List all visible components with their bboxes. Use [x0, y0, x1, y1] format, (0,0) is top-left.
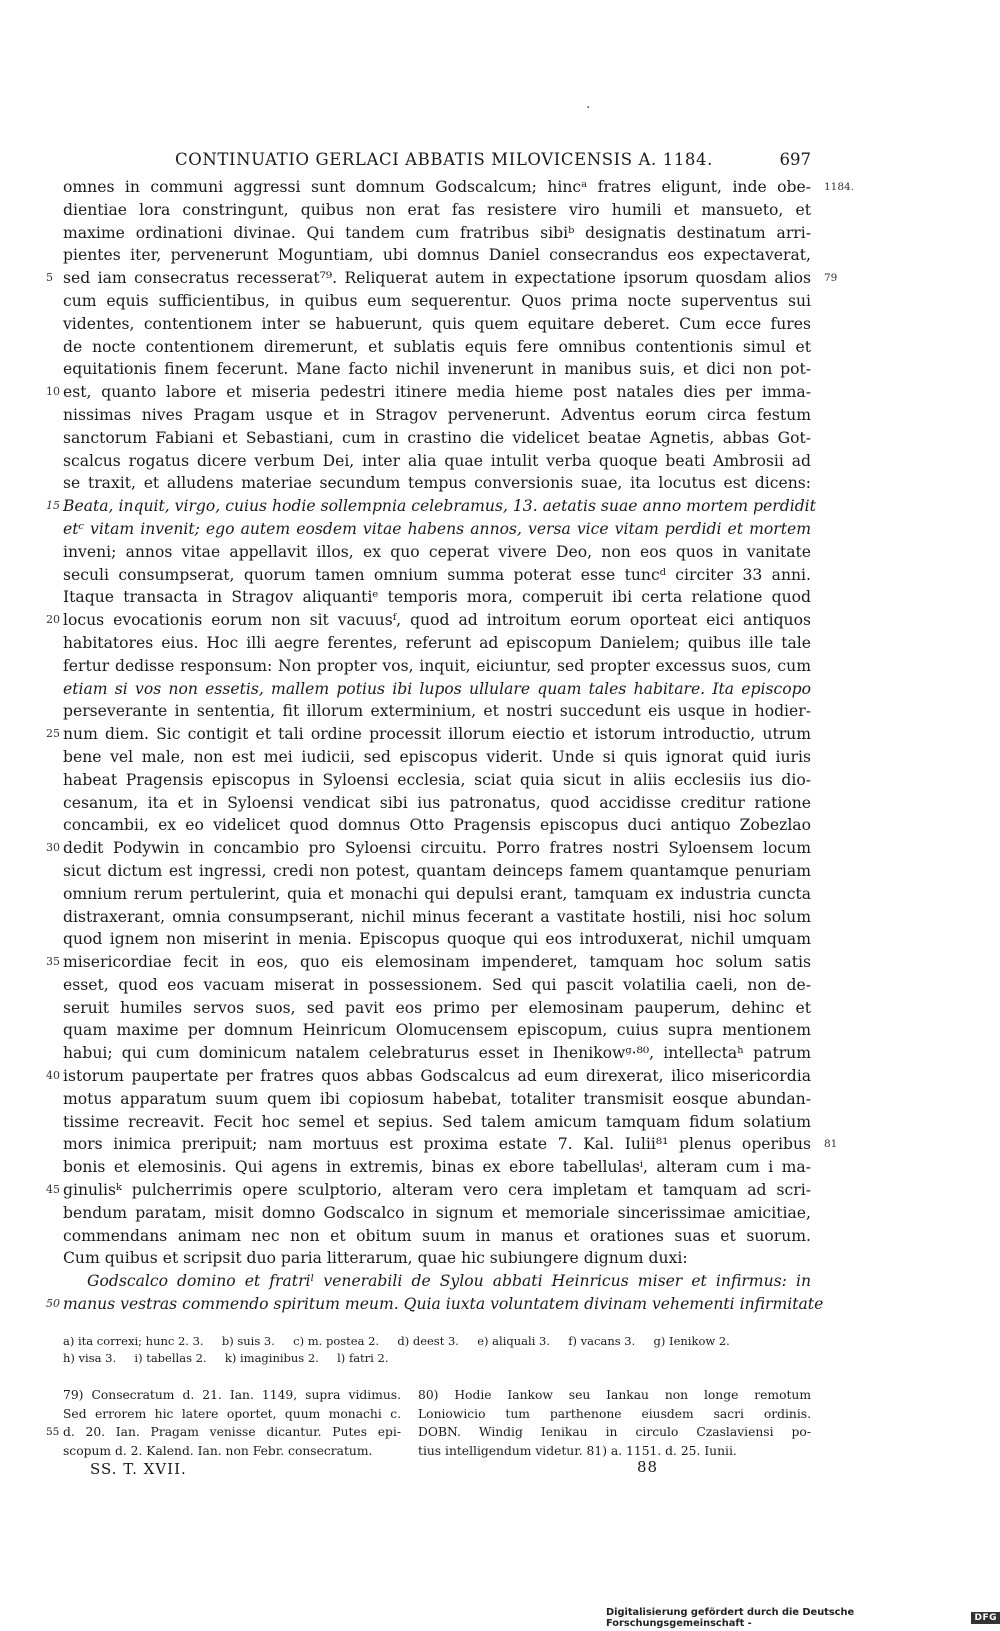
variant-line: h) visa 3. i) tabellas 2. k) imaginibus 2. l) fatri 2. [63, 1351, 389, 1365]
line-text: motus apparatum suum quem ibi copiosum habebat, totaliter transmisit eosque abundan- [63, 1089, 811, 1108]
footnotes [46, 1386, 811, 1466]
line-text: perseverante in sententia, fit illorum exterminium, et nostri succedunt eis usque in hodier- [63, 702, 811, 721]
margin-note: 81 [824, 1138, 838, 1151]
line-text: sanctorum Fabiani et Sebastiani, cum in crastino die videlicet beatae Agnetis, abbas Got- [63, 428, 811, 447]
footnote-text: d. 20. Ian. Pragam venisse dicantur. Putes epi- [63, 1425, 401, 1439]
line-text: concambii, ex eo videlicet quod domnus Otto Pragensis episcopus duci antiquo Zobezlao [63, 816, 811, 835]
text-line [63, 541, 811, 564]
line-text: quod ignem non miserint in menia. Episcopus quoque qui eos introduxerat, nichil umquam [63, 930, 811, 949]
text-line [63, 860, 811, 883]
line-text: omnium rerum pertulerint, quia et monachi qui depulsi erant, tamquam ex industria cuncta [63, 884, 811, 903]
text-line [63, 199, 811, 222]
footnote-line [63, 1405, 401, 1424]
text-line [63, 678, 811, 701]
line-number: 25 [46, 727, 60, 741]
text-line [63, 700, 811, 723]
line-number: 15 [46, 499, 60, 513]
line-text: seruit humiles servos suos, sed pavit eos primo per elemosinam pauperum, dehinc et [63, 998, 811, 1017]
text-line [63, 518, 811, 541]
line-text: Godscalco domino et fratriˡ venerabili de Sylou abbati Heinricus miser et infirmus: in [87, 1272, 811, 1291]
footnotes-right-column [418, 1386, 811, 1460]
text-line [63, 427, 811, 450]
funding-notice [606, 1607, 1000, 1629]
line-number: 40 [46, 1069, 60, 1083]
line-number: 35 [46, 955, 60, 969]
line-text: istorum paupertate per fratres quos abbas Godscalcus ad eum direxerat, ilico misericordia [63, 1067, 811, 1086]
text-line [63, 906, 811, 929]
page-number: 697 [779, 150, 811, 169]
text-line [46, 1179, 811, 1202]
line-text: Cum quibus et scripsit duo paria litterarum, quae hic subiungere dignum duxi: [63, 1249, 688, 1268]
line-text: dedit Podywin in concambio pro Syloensi circuitu. Porro fratres nostri Syloensem locum [63, 839, 811, 858]
line-text: quam maxime per domnum Heinricum Olomucensem episcopum, cuius supra mentionem [63, 1021, 811, 1040]
dfg-logo: DFG [971, 1612, 1000, 1624]
running-header [175, 150, 811, 172]
line-text: etᶜ vitam invenit; ego autem eosdem vitae habens annos, versa vice vitam perdidi et mortem [63, 519, 811, 538]
text-line [63, 176, 855, 199]
text-line [63, 632, 811, 655]
line-text: locus evocationis eorum non sit vacuusᶠ, quod ad introitum eorum oporteat eici antiquos [63, 611, 811, 630]
text-line [63, 814, 811, 837]
footnote-line [46, 1423, 401, 1442]
main-text [46, 176, 855, 1316]
line-text: etiam si vos non essetis, mallem potius ibi lupos ullulare quam tales habitare. Ita episcopo [63, 679, 811, 698]
footnote-line [63, 1442, 401, 1461]
text-line [63, 974, 811, 997]
line-text: scalcus rogatus dicere verbum Dei, inter alia quae intulit verba quoque beati Ambrosii ad [63, 451, 811, 470]
line-number: 10 [46, 385, 60, 399]
footnote-text: DOBN. Windig Ienikau in circulo Czaslaviensi po- [418, 1425, 811, 1439]
line-text: fertur dedisse responsum: Non propter vos, inquit, eiciuntur, sed propter excessus suos, cum [63, 656, 811, 675]
text-line [63, 472, 811, 495]
sheet-number: 88 [637, 1458, 659, 1476]
text-line [46, 495, 816, 518]
line-text: cesanum, ita et in Syloensi vendicat sibi ius patronatus, quod accidisse creditur ratione [63, 793, 811, 812]
footnote-text: tius intelligendum videtur. 81) a. 1151. d. 25. Iunii. [418, 1443, 737, 1458]
text-line [63, 1247, 811, 1270]
line-number: 20 [46, 613, 60, 627]
line-text: distraxerant, omnia consumpserant, nichil minus fecerant a vastitate hostili, nisi hoc solum [63, 907, 811, 926]
text-line [63, 244, 811, 267]
text-line [46, 267, 838, 290]
volume-signature: SS. T. XVII. [90, 1460, 187, 1478]
line-number: 50 [46, 1297, 60, 1311]
footnote-text: 80) Hodie Iankow seu Iankau non longe remotum [418, 1388, 811, 1402]
variant-line: a) ita correxi; hunc 2. 3. b) suis 3. c) m. postea 2. d) deest 3. e) aliquali 3. f) vacans 3. g) Ienikow 2. [63, 1334, 730, 1348]
line-text: omnes in communi aggressi sunt domnum Godscalcum; hincᵃ fratres eligunt, inde obe- [63, 178, 811, 196]
margin-note: 79 [824, 272, 838, 285]
line-text: Beata, inquit, virgo, cuius hodie sollempnia celebramus, 13. aetatis suae anno mortem perdidit [63, 497, 816, 516]
line-text: sed iam consecratus recesserat⁷⁹. Reliquerat autem in expectatione ipsorum quosdam alios [63, 269, 811, 288]
line-text: num diem. Sic contigit et tali ordine processit illorum eiectio et istorum introductio, utrum [63, 725, 811, 744]
footnote-text: scopum d. 2. Kalend. Ian. non Febr. consecratum. [63, 1443, 373, 1458]
text-line [46, 1065, 811, 1088]
footnote-line [418, 1442, 811, 1461]
footnote-line [418, 1386, 811, 1405]
text-line [63, 997, 811, 1020]
line-text: est, quanto labore et miseria pedestri itinere media hieme post natales dies per imma- [63, 383, 811, 402]
text-line [46, 837, 811, 860]
line-text: manus vestras commendo spiritum meum. Quia iuxta voluntatem divinam vehementi infirmitate [63, 1295, 824, 1314]
line-text: sicut dictum est ingressi, credi non potest, quantam deinceps famem quantamque penuriam [63, 861, 811, 880]
text-line [46, 951, 811, 974]
line-text: habui; qui cum dominicum natalem celebraturus esset in Ihenikowᵍ·⁸⁰, intellectaʰ patrum [63, 1044, 811, 1063]
text-line [46, 381, 811, 404]
text-line [63, 1111, 811, 1134]
text-line [63, 746, 811, 769]
line-text: maxime ordinationi divinae. Qui tandem cum fratribus sibiᵇ designatis destinatum arri- [63, 223, 811, 242]
footnote-text: 79) Consecratum d. 21. Ian. 1149, supra vidimus. [63, 1388, 401, 1402]
text-line [46, 1293, 824, 1316]
line-text: inveni; annos vitae appellavit illos, ex quo ceperat vivere Deo, non eos quos in vanitate [63, 542, 811, 561]
text-line [63, 1042, 811, 1065]
footnote-line [418, 1405, 811, 1424]
line-text: ginulisᵏ pulcherrimis opere sculptorio, alteram vero cera impletam et tamquam ad scri- [63, 1181, 811, 1200]
line-text: tissime recreavit. Fecit hoc semel et sepius. Sed talem amicum tamquam fidum solatium [63, 1112, 811, 1131]
text-line [63, 769, 811, 792]
line-text: esset, quod eos vacuam miserat in possessionem. Sed qui pascit volatilia caeli, non de- [63, 975, 811, 994]
text-line [63, 1019, 811, 1042]
text-line [63, 655, 811, 678]
line-number: 5 [46, 271, 53, 285]
line-text: cum equis sufficientibus, in quibus eum sequerentur. Quos prima nocte superventus sui [63, 291, 811, 310]
line-text: bene vel male, non est mei iudicii, sed episcopus viderit. Unde si quis ignorat quid iuris [63, 747, 811, 766]
text-line [46, 723, 811, 746]
line-text: se traxit, et alludens materiae secundum tempus conversionis suae, ita locutus est dicens: [63, 474, 811, 493]
footnote-line [418, 1423, 811, 1442]
text-line [63, 222, 811, 245]
text-line [63, 586, 811, 609]
text-line [63, 336, 811, 359]
line-text: mors inimica preripuit; nam mortuus est proxima estate 7. Kal. Iulii⁸¹ plenus operibus [63, 1135, 811, 1154]
line-text: nissimas nives Pragam usque et in Stragov pervenerunt. Adventus eorum circa festum [63, 405, 811, 424]
page-title: CONTINUATIO GERLACI ABBATIS MILOVICENSIS A. 1184. [175, 150, 713, 169]
line-number: 45 [46, 1183, 60, 1197]
line-text: commendans animam nec non et obitum suum in manus et orationes suas et suorum. [63, 1226, 811, 1245]
text-line [63, 564, 811, 587]
line-text: pientes iter, pervenerunt Moguntiam, ubi domnus Daniel consecrandus eos expectaverat, [63, 246, 811, 265]
text-line [46, 609, 811, 632]
text-line [63, 792, 811, 815]
footnote-line [63, 1386, 401, 1405]
margin-note: 1184. [824, 181, 855, 193]
line-text: de nocte contentionem diremerunt, et sublatis equis fere omnibus contentionis simul et [63, 337, 811, 356]
text-line [63, 450, 811, 473]
text-line [63, 404, 811, 427]
line-text: bendum paratam, misit domno Godscalco in signum et memoriale sincerissimae amicitiae, [63, 1203, 811, 1222]
funding-text: Digitalisierung gefördert durch die Deutsche Forschungsgemeinschaft - [606, 1607, 855, 1629]
text-line [63, 1156, 811, 1179]
top-mark: · [586, 100, 591, 116]
text-line [63, 928, 811, 951]
variant-readings [63, 1333, 811, 1367]
line-text: Itaque transacta in Stragov aliquantiᵉ temporis mora, comperuit ibi certa relatione quod [63, 588, 811, 607]
text-line [63, 313, 811, 336]
text-line [63, 1225, 811, 1248]
line-text: bonis et elemosinis. Qui agens in extremis, binas ex ebore tabellulasⁱ, alteram cum i ma- [63, 1158, 811, 1177]
line-text: misericordiae fecit in eos, quo eis elemosinam impenderet, tamquam hoc solum satis [63, 953, 811, 972]
text-line [63, 1088, 811, 1111]
text-line [63, 358, 811, 381]
line-text: habeat Pragensis episcopus in Syloensi ecclesia, sciat quia sicut in aliis ecclesiis ius dio- [63, 770, 811, 789]
text-line [63, 1202, 811, 1225]
text-line [63, 1133, 838, 1156]
line-number: 30 [46, 841, 60, 855]
line-text: dientiae lora constringunt, quibus non erat fas resistere viro humili et mansueto, et [63, 200, 811, 219]
line-text: videntes, contentionem inter se habuerunt, quis quem equitare deberet. Cum ecce fures [63, 314, 811, 333]
text-line [63, 290, 811, 313]
text-line [63, 1270, 811, 1293]
line-text: habitatores eius. Hoc illi aegre ferentes, referunt ad episcopum Danielem; quibus ille tale [63, 633, 811, 652]
line-text: equitationis finem fecerunt. Mane facto nichil invenerunt in manibus suis, et dici non pot- [63, 360, 811, 379]
footnote-text: Loniowicio tum parthenone eiusdem sacri ordinis. [418, 1406, 811, 1421]
footnote-text: Sed errorem hic latere oportet, quum monachi c. [63, 1406, 401, 1421]
text-line [63, 883, 811, 906]
footnote-line-number: 55 [46, 1426, 60, 1438]
footnotes-left-column [46, 1386, 401, 1460]
line-text: seculi consumpserat, quorum tamen omnium summa poterat esse tuncᵈ circiter 33 anni. [63, 565, 811, 584]
